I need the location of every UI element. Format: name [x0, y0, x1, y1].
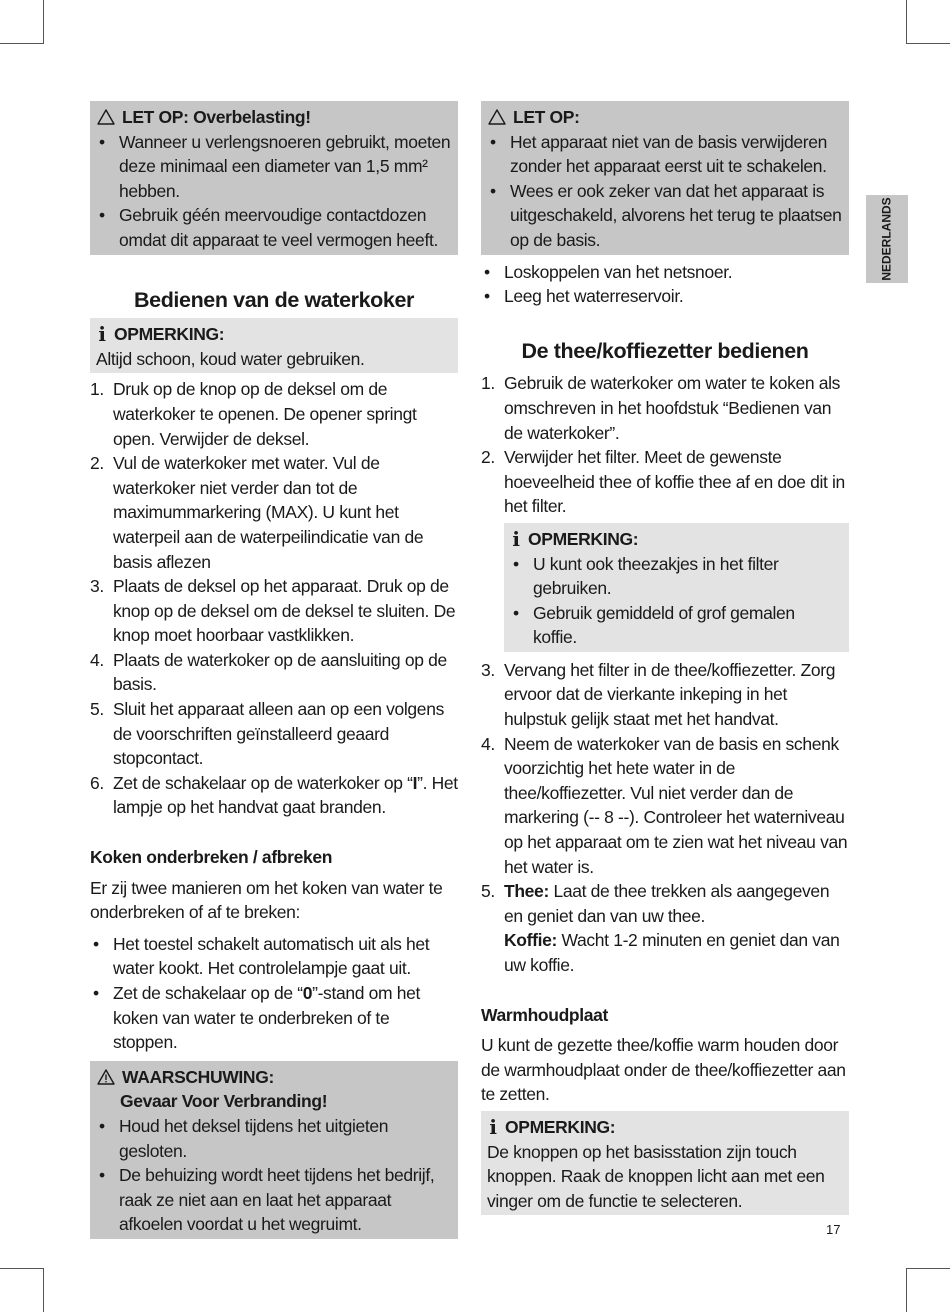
switch-position-off: 0: [302, 983, 313, 1003]
item-text-after: ”-stand om het koken van water te onderbreken of te stoppen.: [113, 983, 421, 1053]
list-item: [481, 445, 849, 519]
list-item: [90, 648, 458, 697]
step-number: 4.: [90, 649, 104, 670]
subheading-warmplate: Warmhoudplaat: [481, 1004, 609, 1025]
step-text: Plaats de deksel op het apparaat. Druk op de knop op de deksel om de deksel te sluiten. De knop moet hoorbaar vastklikken.: [113, 576, 456, 646]
coffee-text: Wacht 1-2 minuten en geniet dan van uw koffie.: [504, 930, 840, 975]
crop-mark: [43, 1268, 44, 1312]
step-number: 1.: [90, 379, 104, 400]
tea-text: Laat de thee trekken als aangegeven en geniet dan van uw thee.: [504, 881, 830, 926]
crop-mark: [906, 1268, 907, 1312]
list-item: [481, 658, 849, 732]
kettle-steps: [90, 377, 458, 820]
crop-mark: [0, 1268, 44, 1269]
crop-mark: [43, 0, 44, 44]
list-item: • Gebruik gemiddeld of grof gemalen koffie.: [510, 601, 843, 650]
interrupt-list: [90, 932, 458, 1055]
list-item: [90, 574, 458, 648]
step-number: 3.: [90, 576, 104, 597]
item-text-before: Zet de schakelaar op de “: [113, 983, 303, 1003]
step-text: Vul de waterkoker met water. Vul de waterkoker niet verder dan tot de maximummarkering (MAX). U kunt het waterpeil aan de waterpeilindicatie van de basis aflezen: [113, 453, 424, 572]
note-water-box: [90, 318, 458, 373]
caution-title: [487, 105, 843, 130]
language-tab-label: NEDERLANDS: [879, 197, 894, 281]
info-icon: i: [98, 322, 106, 347]
step-number: 4.: [481, 733, 495, 754]
list-item: [481, 732, 849, 880]
note-touch-title-text: OPMERKING:: [505, 1116, 616, 1137]
step-text-before: Zet de schakelaar op de waterkoker op “: [113, 772, 413, 793]
list-item: • Wees er ook zeker van dat het apparaat is uitgeschakeld, alvorens het terug te plaatsen op de basis.: [487, 179, 843, 253]
step-text-after: ”. Het lampje op het handvat gaat branden.: [113, 772, 458, 818]
note-filter-title: [510, 527, 843, 552]
note-filter-list: [510, 552, 843, 650]
section-heading-tea: De thee/koffiezetter bedienen: [521, 338, 809, 363]
tea-label: Thee:: [504, 881, 549, 902]
tea-steps-b: [481, 658, 849, 978]
step-text: Sluit het apparaat alleen aan op een volgens de voorschriften geïnstalleerd geaard stopcontact.: [113, 699, 444, 769]
note-touch-text: De knoppen op het basisstation zijn touch knoppen. Raak de knoppen licht aan met een vinger om de functie te selecteren.: [487, 1141, 825, 1211]
step-number: 1.: [481, 373, 495, 394]
caution-triangle-icon: [487, 107, 507, 127]
note-touch-title: [487, 1115, 843, 1140]
list-item: [90, 451, 458, 574]
note-filter-box: [504, 523, 849, 652]
step-text: Vervang het filter in de thee/koffiezetter. Zorg ervoor dat de vierkante inkeping in het hulpstuk gelijk staat met het handvat.: [504, 659, 836, 730]
page-number: 17: [826, 1222, 841, 1237]
note-water-title-text: OPMERKING:: [114, 324, 225, 345]
list-item: • U kunt ook theezakjes in het filter gebruiken.: [510, 552, 843, 601]
interrupt-intro: Er zij twee manieren om het koken van water te onderbreken of af te breken:: [90, 877, 443, 923]
warning-list: [96, 1114, 452, 1237]
step-text: Plaats de waterkoker op de aansluiting op de basis.: [113, 649, 447, 695]
step-number: 5.: [90, 699, 104, 720]
caution-overload-box: [90, 101, 458, 255]
warning-title-text: WAARSCHUWING:: [122, 1066, 274, 1087]
left-column: [90, 101, 458, 1239]
list-item: • Loskoppelen van het netsnoer.: [481, 260, 849, 285]
crop-mark: [0, 43, 44, 44]
list-item: [90, 377, 458, 451]
step-number: 3.: [481, 659, 495, 680]
caution-box: [481, 101, 849, 255]
list-item: • Wanneer u verlengsnoeren gebruikt, moeten deze minimaal een diameter van 1,5 mm² hebben.: [96, 130, 452, 204]
warning-subtitle: Gevaar Voor Verbranding!: [120, 1091, 328, 1112]
note-filter-title-text: OPMERKING:: [528, 528, 639, 549]
note-touch-box: [481, 1111, 849, 1215]
list-item: [90, 981, 458, 1055]
caution-list: [487, 130, 843, 253]
step-text: Druk op de knop op de deksel om de waterkoker te openen. De opener springt open. Verwijder de deksel.: [113, 379, 417, 449]
warning-title: [96, 1065, 452, 1090]
note-water-title: [96, 322, 452, 347]
list-item: • Gebruik géén meervoudige contactdozen omdat dit apparaat te veel vermogen heeft.: [96, 203, 452, 252]
info-icon: i: [489, 1114, 497, 1139]
step-text: Gebruik de waterkoker om water te koken als omschreven in het hoofdstuk “Bedienen van de waterkoker”.: [504, 373, 841, 443]
subheading-interrupt: Koken onderbreken / afbreken: [90, 847, 333, 868]
language-tab: [866, 195, 908, 283]
right-column: [481, 101, 849, 1215]
caution-triangle-icon: [96, 107, 116, 127]
step-number: 2.: [481, 447, 495, 468]
crop-mark: [906, 43, 950, 44]
caution-title-text: LET OP:: [513, 107, 580, 127]
caution-overload-title: [96, 105, 452, 130]
step-text: Verwijder het filter. Meet de gewenste hoeveelheid thee of koffie thee af en doe dit in het filter.: [504, 447, 845, 517]
section-heading-kettle: Bedienen van de waterkoker: [134, 287, 414, 312]
switch-position-on: I: [412, 772, 418, 793]
warmplate-text: U kunt de gezette thee/koffie warm houden door de warmhoudplaat onder de thee/koffiezetter aan te zetten.: [481, 1035, 846, 1105]
list-item: [481, 371, 849, 445]
tea-steps-a: [481, 371, 849, 519]
list-item: • De behuizing wordt heet tijdens het bedrijf, raak ze niet aan en laat het apparaat afkoelen voordat u het wegruimt.: [96, 1163, 452, 1237]
coffee-label: Koffie:: [504, 930, 557, 951]
list-item: • Leeg het waterreservoir.: [481, 284, 849, 309]
step-number: 2.: [90, 453, 104, 474]
disconnect-list: [481, 260, 849, 309]
caution-overload-list: [96, 130, 452, 253]
info-icon: i: [512, 526, 520, 551]
crop-mark: [906, 0, 907, 44]
list-item: • Het apparaat niet van de basis verwijderen zonder het apparaat eerst uit te schakelen.: [487, 130, 843, 179]
list-item: [481, 879, 849, 977]
list-item: • Houd het deksel tijdens het uitgieten gesloten.: [96, 1114, 452, 1163]
list-item: • Het toestel schakelt automatisch uit als het water kookt. Het controlelampje gaat uit.: [90, 932, 458, 981]
step-text: Neem de waterkoker van de basis en schenk voorzichtig het hete water in de thee/koffiezetter. Vul niet verder dan de markering (-- 8 --). Controleer het waterniveau op het apparaat om te zien wat het niveau van het water is.: [504, 733, 848, 877]
caution-overload-title-text: LET OP: Overbelasting!: [122, 107, 311, 127]
list-item: [90, 697, 458, 771]
step-number: 6.: [90, 772, 104, 793]
step-number: 5.: [481, 881, 495, 902]
list-item: [90, 771, 458, 820]
warning-triangle-icon: [96, 1067, 116, 1087]
crop-mark: [906, 1268, 950, 1269]
note-water-text: Altijd schoon, koud water gebruiken.: [96, 348, 365, 369]
warning-box: [90, 1061, 458, 1239]
